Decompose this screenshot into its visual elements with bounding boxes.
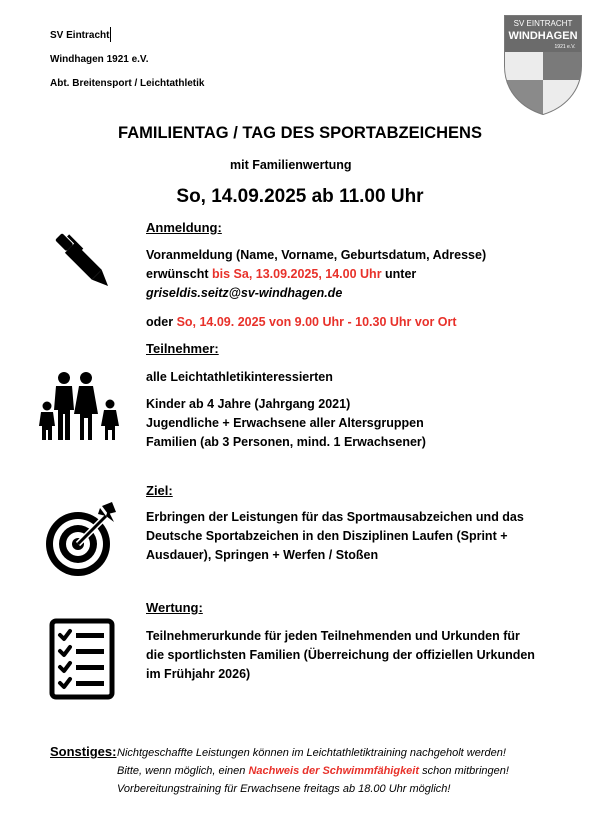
wertung-heading: Wertung: [146,600,203,615]
logo-text-3: 1921 e.V. [554,44,576,50]
logo-text-1: SV EINTRACHT [513,19,573,28]
checklist-icon [48,617,116,701]
sonstiges-label: Sonstiges: [50,744,117,759]
anmeldung-onsite-pre: oder [146,315,177,329]
sonstiges-line3: Vorbereitungstraining für Erwachsene freitags ab 18.00 Uhr möglich! [117,783,451,795]
teilnehmer-item-1: alle Leichtathletikinteressierten [146,370,333,384]
teilnehmer-item-3: Jugendliche + Erwachsene aller Altersgruppen [146,416,424,430]
anmeldung-deadline: bis Sa, 13.09.2025, 14.00 Uhr [212,267,382,281]
ziel-line1: Erbringen der Leistungen für das Sportmausabzeichen und das [146,510,524,524]
sonstiges-line2-post: schon mitbringen! [419,765,509,777]
club-name-line1: SV Eintracht [50,30,110,41]
club-name-line2: Windhagen 1921 e.V. [50,54,149,65]
page-title: FAMILIENTAG / TAG DES SPORTABZEICHENS [118,124,482,142]
swim-proof-note: Nachweis der Schwimmfähigkeit [248,765,420,777]
sonstiges-line2-pre: Bitte, wenn möglich, einen [117,765,249,777]
anmeldung-line2-pre: erwünscht [146,267,212,281]
ziel-line3: Ausdauer), Springen + Werfen / Stoßen [146,548,379,562]
ziel-heading: Ziel: [146,483,173,498]
anmeldung-line2 [146,265,416,284]
text-cursor [110,27,111,42]
club-logo [503,14,583,116]
pen-icon [48,226,120,298]
teilnehmer-item-2: Kinder ab 4 Jahre (Jahrgang 2021) [146,397,351,411]
wertung-line1: Teilnehmerurkunde für jeden Teilnehmenden und Urkunden für [146,629,520,643]
wertung-line3: im Frühjahr 2026) [146,667,251,681]
family-icon [38,370,124,442]
anmeldung-onsite-time: So, 14.09. 2025 von 9.00 Uhr - 10.30 Uhr vor Ort [176,315,457,329]
club-department: Abt. Breitensport / Leichtathletik [50,78,205,89]
anmeldung-heading: Anmeldung: [146,220,222,235]
ziel-line2: Deutsche Sportabzeichen in den Disziplinen Laufen (Sprint + [146,529,508,543]
logo-text-2: WINDHAGEN [508,30,578,42]
event-date: So, 14.09.2025 ab 11.00 Uhr [176,186,424,207]
anmeldung-onsite [146,313,457,332]
wertung-line2: die sportlichsten Familien (Überreichung der offiziellen Urkunden [146,648,535,662]
target-icon [42,500,122,580]
sonstiges-line2 [117,763,509,780]
teilnehmer-item-4: Familien (ab 3 Personen, mind. 1 Erwachsener) [146,435,426,449]
page-subtitle: mit Familienwertung [230,158,352,172]
sonstiges-line1: Nichtgeschaffte Leistungen können im Leichtathletiktraining nachgeholt werden! [117,747,506,759]
anmeldung-line2-post: unter [381,267,417,281]
anmeldung-line1: Voranmeldung (Name, Vorname, Geburtsdatum, Adresse) [146,248,487,262]
contact-email[interactable]: griseldis.seitz@sv-windhagen.de [146,286,343,300]
teilnehmer-heading: Teilnehmer: [146,341,219,356]
